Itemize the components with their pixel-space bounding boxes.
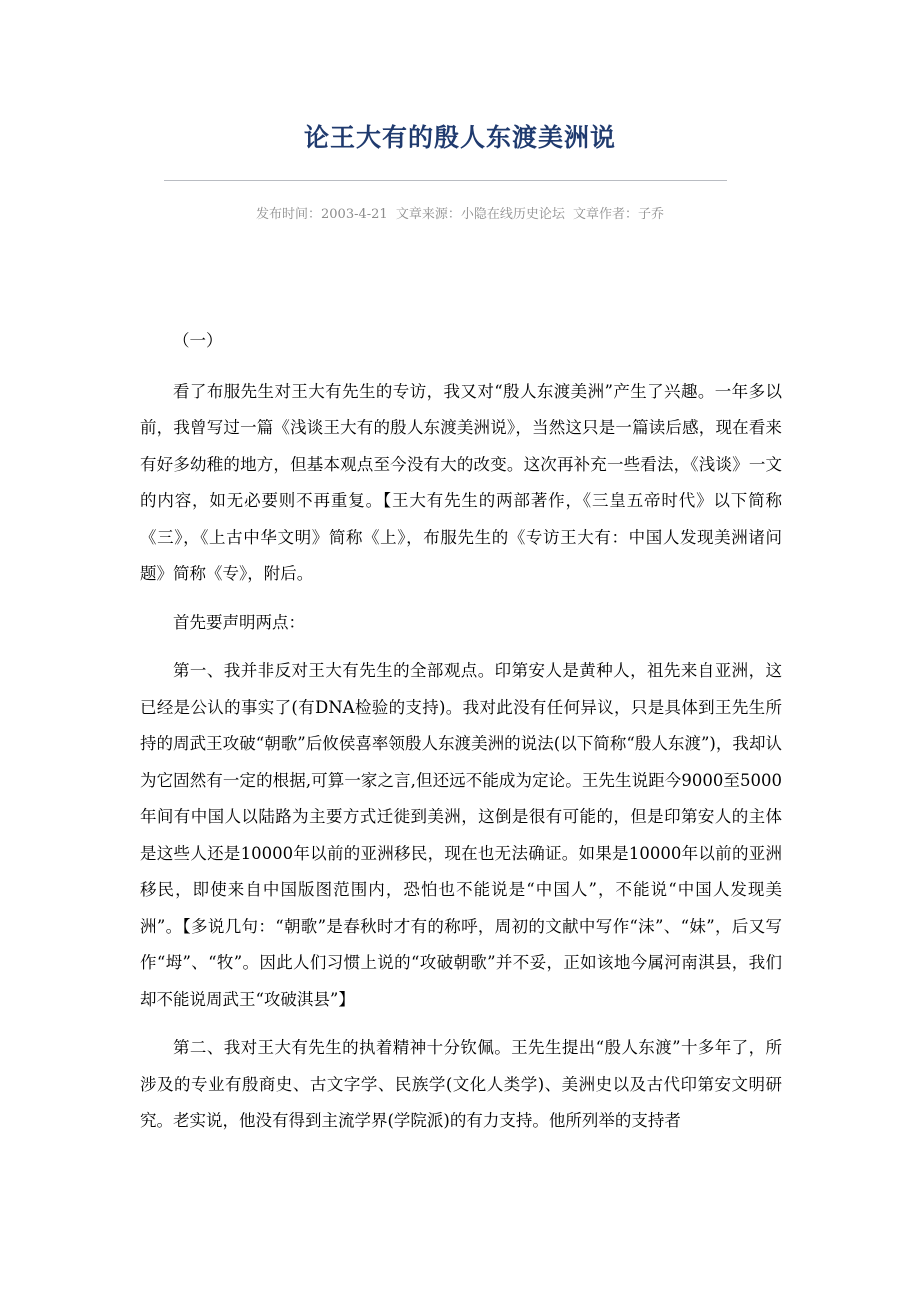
paragraph-statement: 首先要声明两点：	[173, 612, 305, 632]
article-title: 论王大有的殷人东渡美洲说	[303, 123, 616, 152]
article-meta	[0, 203, 920, 222]
section-label: （一）	[173, 331, 223, 350]
article-author: 文章作者：子乔	[572, 207, 664, 222]
article-body	[140, 323, 782, 1140]
publish-date: 发布时间：2003-4-21	[256, 207, 388, 222]
paragraph-point-one: 第一、我并非反对王大有先生的全部观点。印第安人是黄种人，祖先来自亚洲，这已经是公认的事实了(有DNA检验的支持)。我对此没有任何异议，只是具体到王先生所持的周武王攻破“朝歌”后攸侯喜率领殷人东渡美洲的说法(以下简称“殷人东渡”)，我却认为它固然有一定的根据,可算一家之言,但还远不能成为定论。王先生说距今9000至5000年间有中国人以陆路为主要方式迁徙到美洲，这倒是很有可能的，但是印第安人的主体是这些人还是10000年以前的亚洲移民，现在也无法确证。如果是10000年以前的亚洲移民，即使来自中国版图范围内，恐怕也不能说是“中国人”，不能说“中国人发现美洲”。【多说几句：“朝歌”是春秋时才有的称呼，周初的文献中写作“沬”、“妹”，后又写作“坶”、“牧”。因此人们习惯上说的“攻破朝歌”并不妥，正如该地今属河南淇县，我们却不能说周武王“攻破淇县”】	[140, 661, 782, 1009]
article-source: 文章来源：小隐在线历史论坛	[395, 207, 565, 222]
title-divider	[164, 180, 727, 181]
paragraph-intro: 看了布服先生对王大有先生的专访，我又对“殷人东渡美洲”产生了兴趣。一年多以前，我曾写过一篇《浅谈王大有的殷人东渡美洲说》，当然这只是一篇读后感，现在看来有好多幼稚的地方，但基本观点至今没有大的改变。这次再补充一些看法，《浅谈》一文的内容，如无必要则不再重复。【王大有先生的两部著作，《三皇五帝时代》以下简称《三》，《上古中华文明》简称《上》，布服先生的《专访王大有：中国人发现美洲诸问题》简称《专》，附后。	[140, 381, 782, 583]
paragraph-point-two: 第二、我对王大有先生的执着精神十分钦佩。王先生提出“殷人东渡”十多年了，所涉及的专业有殷商史、古文字学、民族学(文化人类学)、美洲史以及古代印第安文明研究。老实说，他没有得到主流学界(学院派)的有力支持。他所列举的支持者	[140, 1038, 782, 1130]
